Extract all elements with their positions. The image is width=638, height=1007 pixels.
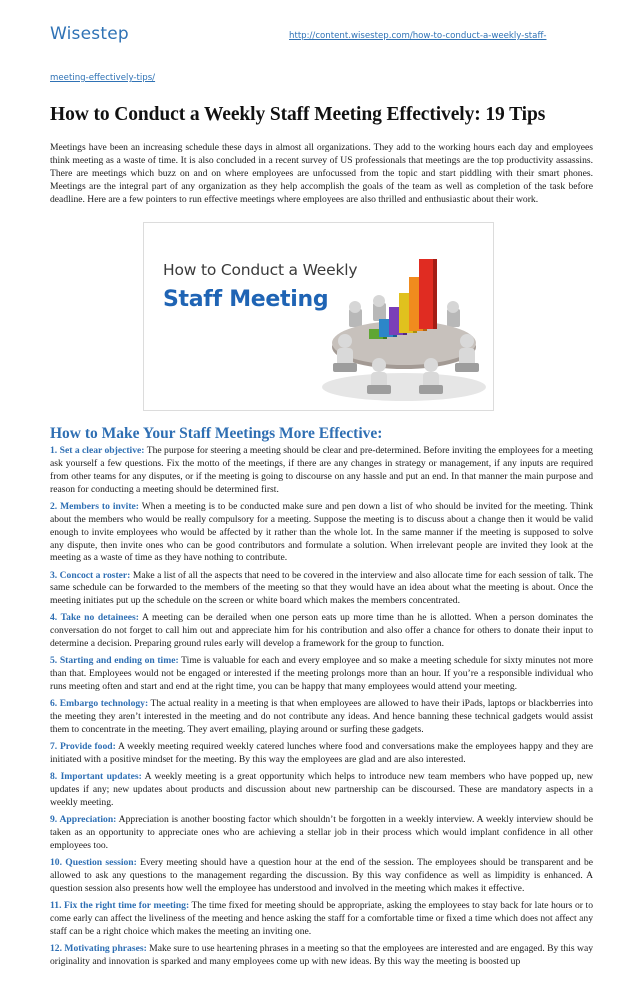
tip-label: 12. Motivating phrases: bbox=[50, 942, 147, 954]
tip-label: 1. Set a clear objective: bbox=[50, 445, 145, 456]
intro-paragraph: Meetings have been an increasing schedule these days in almost all organizations. They add to the working hours each day and employees think meeting as a waste of time. It is also concluded in a recent survey of US professionals that meetings are the top productivity assassins. There are meetings which buzz on and on where employees are unfocussed from the topic and start piddling with their smart phones. Meetings are the integral part of any organization as they help accomplish the goals of the team as well as completion of the task before deadline. Here are a few pointers to run effective meetings where employees are also thrilled and enthusiastic about their work. bbox=[50, 142, 593, 205]
tip-label: 8. Important updates: bbox=[50, 771, 142, 783]
tip-item bbox=[50, 771, 593, 810]
tip-label: 5. Starting and ending on time: bbox=[50, 655, 179, 667]
tip-text: Time is valuable for each and every employee and so make a meeting schedule for sixty minutes not more than that. Employees would not be engaged or interested if the meeting prolongs more than an hour. If you’re a responsible individual who runs meeting often and start and end at the right time, you can be happy that many employees would attend your meeting. bbox=[50, 655, 593, 693]
tip-item bbox=[50, 943, 593, 969]
tip-item bbox=[50, 741, 593, 767]
tip-item bbox=[50, 857, 593, 896]
tip-label: 3. Concoct a roster: bbox=[50, 569, 131, 581]
article-title: How to Conduct a Weekly Staff Meeting Effectively: 19 Tips bbox=[50, 104, 546, 125]
tip-label: 11. Fix the right time for meeting: bbox=[50, 899, 190, 911]
tip-text: The time fixed for meeting should be appropriate, asking the employees to stay back for late hours or to come early can affect the liveliness of the meeting and hence asking the staff for a comfortable time or fixed a time which does not affect any staff can be a right choice which makes the meeting an inviting one. bbox=[50, 899, 593, 937]
tip-text: Make sure to use heartening phrases in a meeting so that the employees are interested and are engaged. By this way originality and innovation is sparked and many employees come up with new ideas. By this way the meeting is boosted up bbox=[50, 942, 593, 967]
tip-item bbox=[50, 501, 593, 566]
tip-label: 4. Take no detainees: bbox=[50, 612, 139, 624]
tip-item bbox=[50, 570, 593, 609]
tip-item bbox=[50, 698, 593, 737]
tip-text: The actual reality in a meeting is that when employees are allowed to have their iPads, laptops or blackberries into the meeting they aren’t interested in the meeting and do not contribute any ideas. And hence banning these technical gadgets would assist them to concentrate in the meeting. They avert emailing, playing around or surfing these gadgets. bbox=[50, 698, 593, 736]
tip-item bbox=[50, 655, 593, 694]
tip-label: 2. Members to invite: bbox=[50, 500, 139, 512]
tip-label: 9. Appreciation: bbox=[50, 814, 117, 826]
tip-text: Every meeting should have a question hour at the end of the session. The employees should be transparent and be allowed to ask any questions to the management regarding the discussion. By this way confidence as well as limpidity is enhanced. A question session also presents how well the employee has understood and involved in the meeting which makes it effective. bbox=[50, 856, 594, 894]
tip-text: Appreciation is another boosting factor which shouldn’t be forgotten in a weekly interview. A weekly interview should be taken as an opportunity to appreciate ones who are achieving a stellar job in their process which would implant confidence in all other employees too. bbox=[50, 814, 593, 851]
source-url-part2[interactable]: meeting-effectively-tips/ bbox=[50, 73, 156, 83]
brand-name: Wisestep bbox=[50, 24, 129, 44]
meeting-illustration bbox=[319, 237, 489, 409]
tip-item bbox=[50, 612, 593, 651]
tip-text: When a meeting is to be conducted make sure and pen down a list of who should be invited for the meeting. Think about the members who would be really compulsory for a meeting. Suppose the meeting is to discuss about a change then it would be valid enough to invite employees who would be affected by it rather than the whole lot. In the same manner if the meeting is supposed to solve any dispute, then invite ones who can be good contributors and formulate a solution. When irrelevant people are invited they look at the meeting as a waste of time as they have nothing to contribute. bbox=[50, 500, 593, 564]
tip-text: A meeting can be derailed when one person eats up more time than he is allotted. When a person dominates the conversation do not forget to call him out and appreciate him for his contribution and also offer a chance for others to donate their input to determine a decision. Preparing ground rules early will develop a framework for the group to function. bbox=[50, 612, 594, 650]
image-caption-line2: Staff Meeting bbox=[163, 287, 329, 312]
section-heading: How to Make Your Staff Meetings More Effective: bbox=[50, 425, 383, 442]
tip-label: 7. Provide food: bbox=[50, 741, 116, 753]
tip-label: 10. Question session: bbox=[50, 856, 137, 868]
tip-text: A weekly meeting is a great opportunity which helps to introduce new team members who have popped up, new updates if any; new updates about products and discussion about new partnership can be discoursed. These are mandatory aspects in a weekly meeting. bbox=[50, 771, 593, 808]
image-caption-line1: How to Conduct a Weekly bbox=[163, 261, 358, 279]
tip-label: 6. Embargo technology: bbox=[50, 698, 149, 710]
tips-list bbox=[50, 445, 593, 973]
source-url-link[interactable] bbox=[50, 24, 590, 84]
tip-text: The purpose for steering a meeting should be clear and pre-determined. Before inviting the employees for a meeting ask yourself a few questions. Fix the motto of the meetings, if there are any changes in strategy or management, if any inputs are required from other teams for any disputes, or if the meeting is going to discourse on any hassle and put an end. In that manner the main purpose and reason for conducting a meeting should be determined first. bbox=[50, 445, 593, 495]
page-header bbox=[50, 24, 590, 84]
tip-text: A weekly meeting required weekly catered lunches where food and conversations make the employees happy and they are initiated with a positive mindset for the meeting. By this way the employees are glad and are also interested. bbox=[50, 741, 594, 766]
article-image bbox=[143, 222, 494, 411]
tip-item bbox=[50, 814, 593, 853]
tip-item bbox=[50, 900, 593, 939]
tip-text: Make a list of all the aspects that need to be covered in the interview and also allocate time for each session of talk. The same schedule can be forwarded to the members of the meeting so that they would have an idea about what the meeting is about. Once the meeting initiates put up the schedule on the screen or white board which makes the members concentrated. bbox=[50, 569, 594, 607]
tip-item bbox=[50, 445, 593, 497]
source-url-part1[interactable]: http://content.wisestep.com/how-to-conduct-a-weekly-staff- bbox=[289, 31, 547, 41]
